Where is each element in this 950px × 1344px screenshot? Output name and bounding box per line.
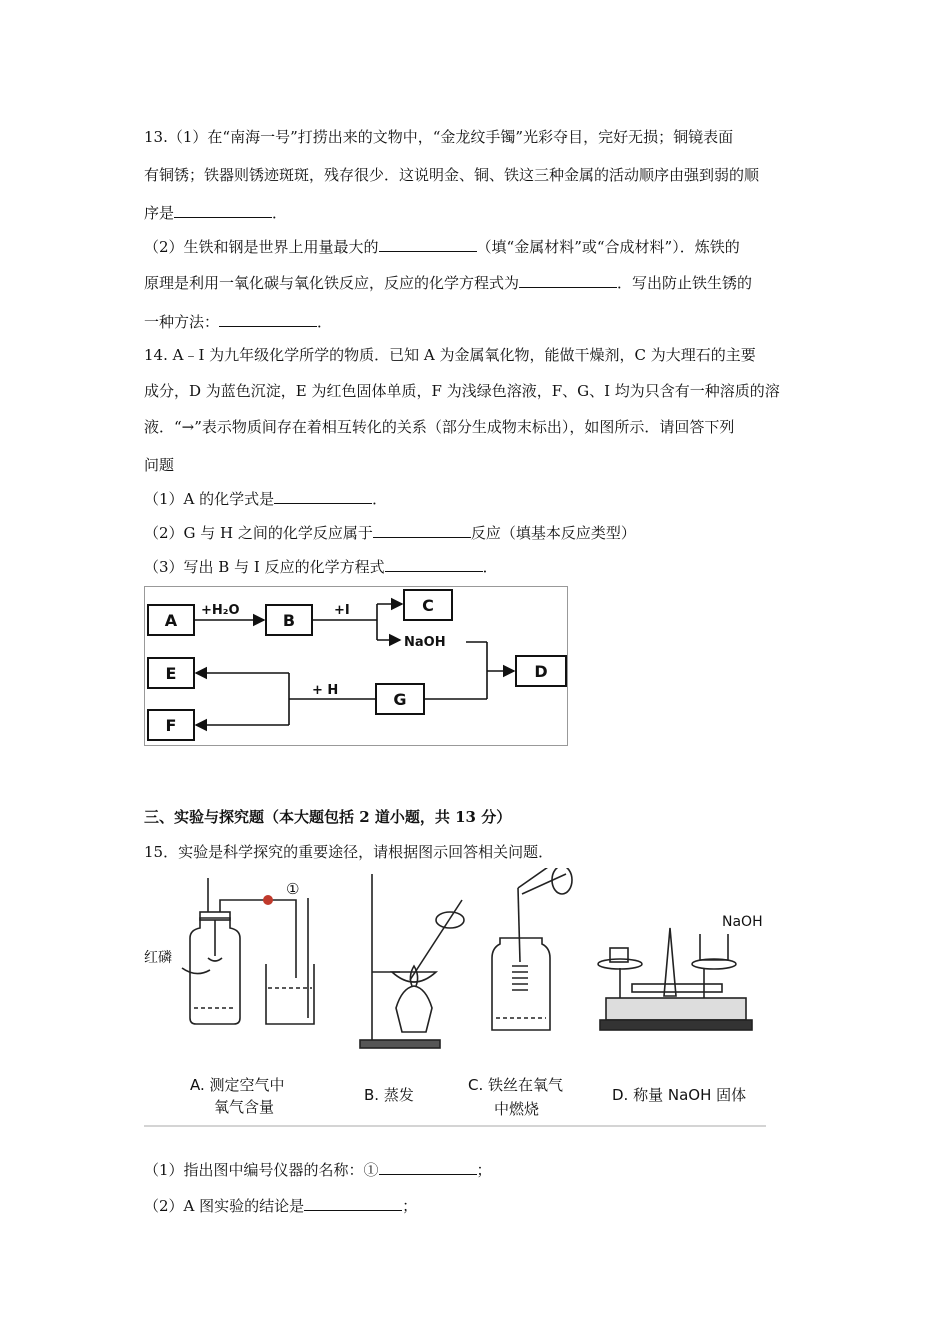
label-plus-h2o: +H₂O xyxy=(201,603,240,618)
apparatus-b xyxy=(360,874,464,1048)
caption-d: D. 称量 NaOH 固体 xyxy=(612,1086,747,1104)
q13-line-4 xyxy=(144,237,740,257)
q13-line-5 xyxy=(144,273,752,293)
stirring-arrow xyxy=(436,912,464,928)
answer-blank[interactable] xyxy=(519,273,617,288)
answer-blank[interactable] xyxy=(373,523,471,538)
q15-intro: 15．实验是科学探究的重要途径，请根据图示回答相关问题． xyxy=(144,843,554,861)
q15-text: （2）A 图实验的结论是 xyxy=(144,1197,305,1215)
q14-sub-3 xyxy=(144,557,498,577)
q13-line-3 xyxy=(144,203,287,223)
q13-text: 一种方法： xyxy=(144,313,220,331)
q14-line-3: 液．“→”表示物质间存在着相互转化的关系（部分生成物末标出），如图所示．请回答下列 xyxy=(144,418,735,436)
q13-text: （填“金属材料”或“合成材料”）．炼铁的 xyxy=(476,238,740,256)
q15-sub-1 xyxy=(144,1160,492,1180)
naoh-beaker xyxy=(700,934,728,960)
beaker-a xyxy=(266,964,314,1024)
punct: ． xyxy=(317,313,333,331)
q14-line-4: 问题 xyxy=(144,456,175,474)
q14-text: 反应（填基本反应类型） xyxy=(470,524,636,542)
apparatus-c xyxy=(492,868,572,1030)
iron-wire xyxy=(518,888,520,962)
combustion-spoon xyxy=(208,958,222,961)
q14-sub-1 xyxy=(144,489,387,509)
q15-sub-2 xyxy=(144,1196,417,1216)
q14-text: （3）写出 B 与 I 反应的化学方程式 xyxy=(144,558,385,576)
q14-text: （2）G 与 H 之间的化学反应属于 xyxy=(144,524,373,542)
label-plus-i: +I xyxy=(334,603,350,618)
apparatus-a xyxy=(182,878,314,1024)
pointer xyxy=(664,928,676,996)
clamp-icon xyxy=(263,895,273,905)
q13-line-6 xyxy=(144,312,332,332)
label-a: A xyxy=(164,611,178,630)
apparatus-d xyxy=(598,928,752,1030)
balance-foot xyxy=(600,1020,752,1030)
label-plus-h: + H xyxy=(312,683,339,698)
label-e: E xyxy=(165,664,177,683)
answer-blank[interactable] xyxy=(379,237,477,252)
label-naoh-beaker: NaOH xyxy=(722,914,763,930)
label-c: C xyxy=(422,596,434,615)
connecting-tube xyxy=(220,900,296,978)
q13-line-1: 13.（1）在“南海一号”打捞出来的文物中，“金龙纹手镯”光彩夺目，完好无损；铜镜表面 xyxy=(144,128,734,146)
label-f: F xyxy=(165,716,177,735)
answer-blank[interactable] xyxy=(385,557,483,572)
alcohol-lamp xyxy=(396,986,432,1032)
q13-text: 序是 xyxy=(144,204,175,222)
q13-text: 原理是利用一氧化碳与氧化铁反应，反应的化学方程式为 xyxy=(144,274,520,292)
q15-text: （1）指出图中编号仪器的名称：① xyxy=(144,1161,379,1179)
tongs-arm-2 xyxy=(522,874,566,894)
q13-text: （2）生铁和钢是世界上用量最大的 xyxy=(144,238,379,256)
reaction-flow-diagram xyxy=(144,586,568,746)
iron-wire-coil xyxy=(512,966,528,990)
punct: ； xyxy=(476,1161,492,1179)
label-g: G xyxy=(393,690,407,709)
label-instrument-one: ① xyxy=(286,880,300,898)
answer-blank[interactable] xyxy=(379,1160,477,1175)
caption-c-2: 中燃烧 xyxy=(494,1100,540,1118)
balance-base xyxy=(606,998,746,1020)
label-d: D xyxy=(534,662,548,681)
left-pan xyxy=(598,959,642,969)
answer-blank[interactable] xyxy=(219,312,317,327)
caption-a-2: 氧气含量 xyxy=(214,1098,275,1116)
label-red-phosphorus: 红磷 xyxy=(144,950,172,966)
label-naoh: NaOH xyxy=(404,635,446,650)
q14-text: （1）A 的化学式是 xyxy=(144,490,275,508)
q14-line-2: 成分，D 为蓝色沉淀，E 为红色固体单质，F 为浅绿色溶液，F、G、I 均为只含有一种溶质的溶 xyxy=(144,382,780,400)
punct: ． xyxy=(482,558,498,576)
q14-sub-2 xyxy=(144,523,636,543)
caption-b: B. 蒸发 xyxy=(364,1086,414,1104)
tongs-handle xyxy=(552,868,572,894)
label-b: B xyxy=(282,611,296,630)
punct: ． xyxy=(272,204,288,222)
q14-line-1: 14. A﹣Ⅰ 为九年级化学所学的物质．已知 A 为金属氧化物，能做干燥剂，C 为大理石的主要 xyxy=(144,346,756,364)
section-heading: 三、实验与探究题（本大题包括 2 道小题，共 13 分） xyxy=(144,808,512,826)
caption-c-1: C. 铁丝在氧气 xyxy=(468,1076,564,1094)
caption-a-1: A. 测定空气中 xyxy=(190,1076,285,1094)
red-p-pointer xyxy=(182,968,210,974)
answer-blank[interactable] xyxy=(174,203,272,218)
punct: ． xyxy=(372,490,388,508)
experiment-figure xyxy=(144,868,768,1130)
q13-line-2: 有铜锈；铁器则锈迹斑斑，残存很少．这说明金、铜、铁这三种金属的活动顺序由强到弱的顺 xyxy=(144,166,760,184)
beam-scale xyxy=(632,984,722,992)
punct: ； xyxy=(402,1197,418,1215)
answer-blank[interactable] xyxy=(304,1196,402,1211)
q13-text: ．写出防止铁生锈的 xyxy=(617,274,753,292)
answer-blank[interactable] xyxy=(274,489,372,504)
iron-stand-base xyxy=(360,1040,440,1048)
